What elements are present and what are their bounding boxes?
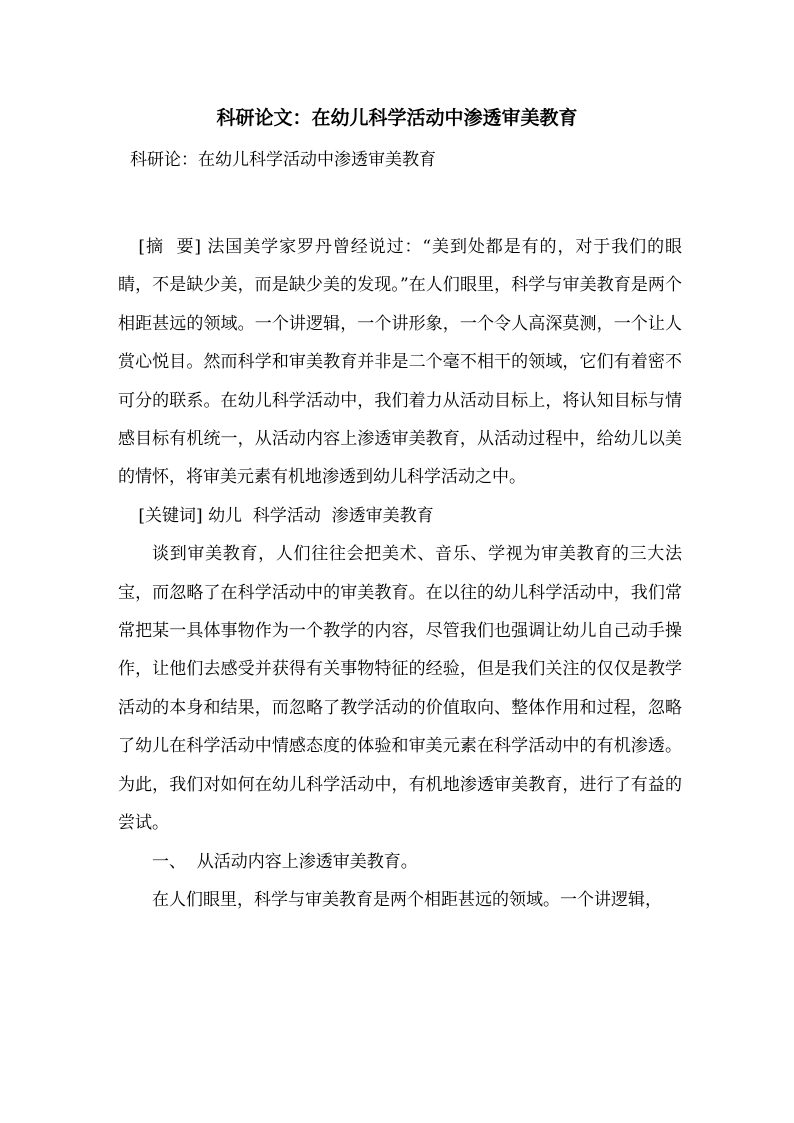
keywords-text: 幼儿 科学活动 渗透审美教育: [208, 505, 434, 526]
document-body: [118, 228, 682, 919]
abstract-paragraph: [118, 228, 682, 497]
document-subtitle: 科研论：在幼儿科学活动中渗透审美教育: [130, 150, 436, 170]
section-heading-1: 一、 从活动内容上渗透审美教育。: [152, 851, 418, 872]
body-paragraph-1: 谈到审美教育，人们往往会把美术、音乐、学视为审美教育的三大法宝，而忽略了在科学活动中的审美教育。在以往的幼儿科学活动中，我们常常把某一具体事物作为一个教学的内容，尽管我们也强调让幼儿自己动手操作，让他们去感受并获得有关事物特征的经验，但是我们关注的仅仅是教学活动的本身和结果，而忽略了教学活动的价值取向、整体作用和过程，忽略了幼儿在科学活动中情感态度的体验和审美元素在科学活动中的有机渗透。为此，我们对如何在幼儿科学活动中，有机地渗透审美教育，进行了有益的尝试。: [118, 544, 682, 834]
document-title: 科研论文：在幼儿科学活动中渗透审美教育: [216, 107, 578, 129]
keywords-label: [关键词]: [138, 505, 203, 526]
keywords-paragraph: [118, 497, 682, 535]
abstract-text: 法国美学家罗丹曾经说过：“美到处都是有的，对于我们的眼睛，不是缺少美，而是缺少美的发现。”在人们眼里，科学与审美教育是两个相距甚远的领域。一个讲逻辑，一个讲形象，一个令人高深莫测，一个让人赏心悦目。然而科学和审美教育并非是二个毫不相干的领域，它们有着密不可分的联系。在幼儿科学活动中，我们着力从活动目标上，将认知目标与情感目标有机统一，从活动内容上渗透审美教育，从活动过程中，给幼儿以美的情怀，将审美元素有机地渗透到幼儿科学活动之中。: [118, 237, 682, 488]
abstract-label: [摘 要]: [138, 237, 202, 257]
body-paragraph-2: 在人们眼里，科学与审美教育是两个相距甚远的领域。一个讲逻辑，: [152, 889, 662, 910]
